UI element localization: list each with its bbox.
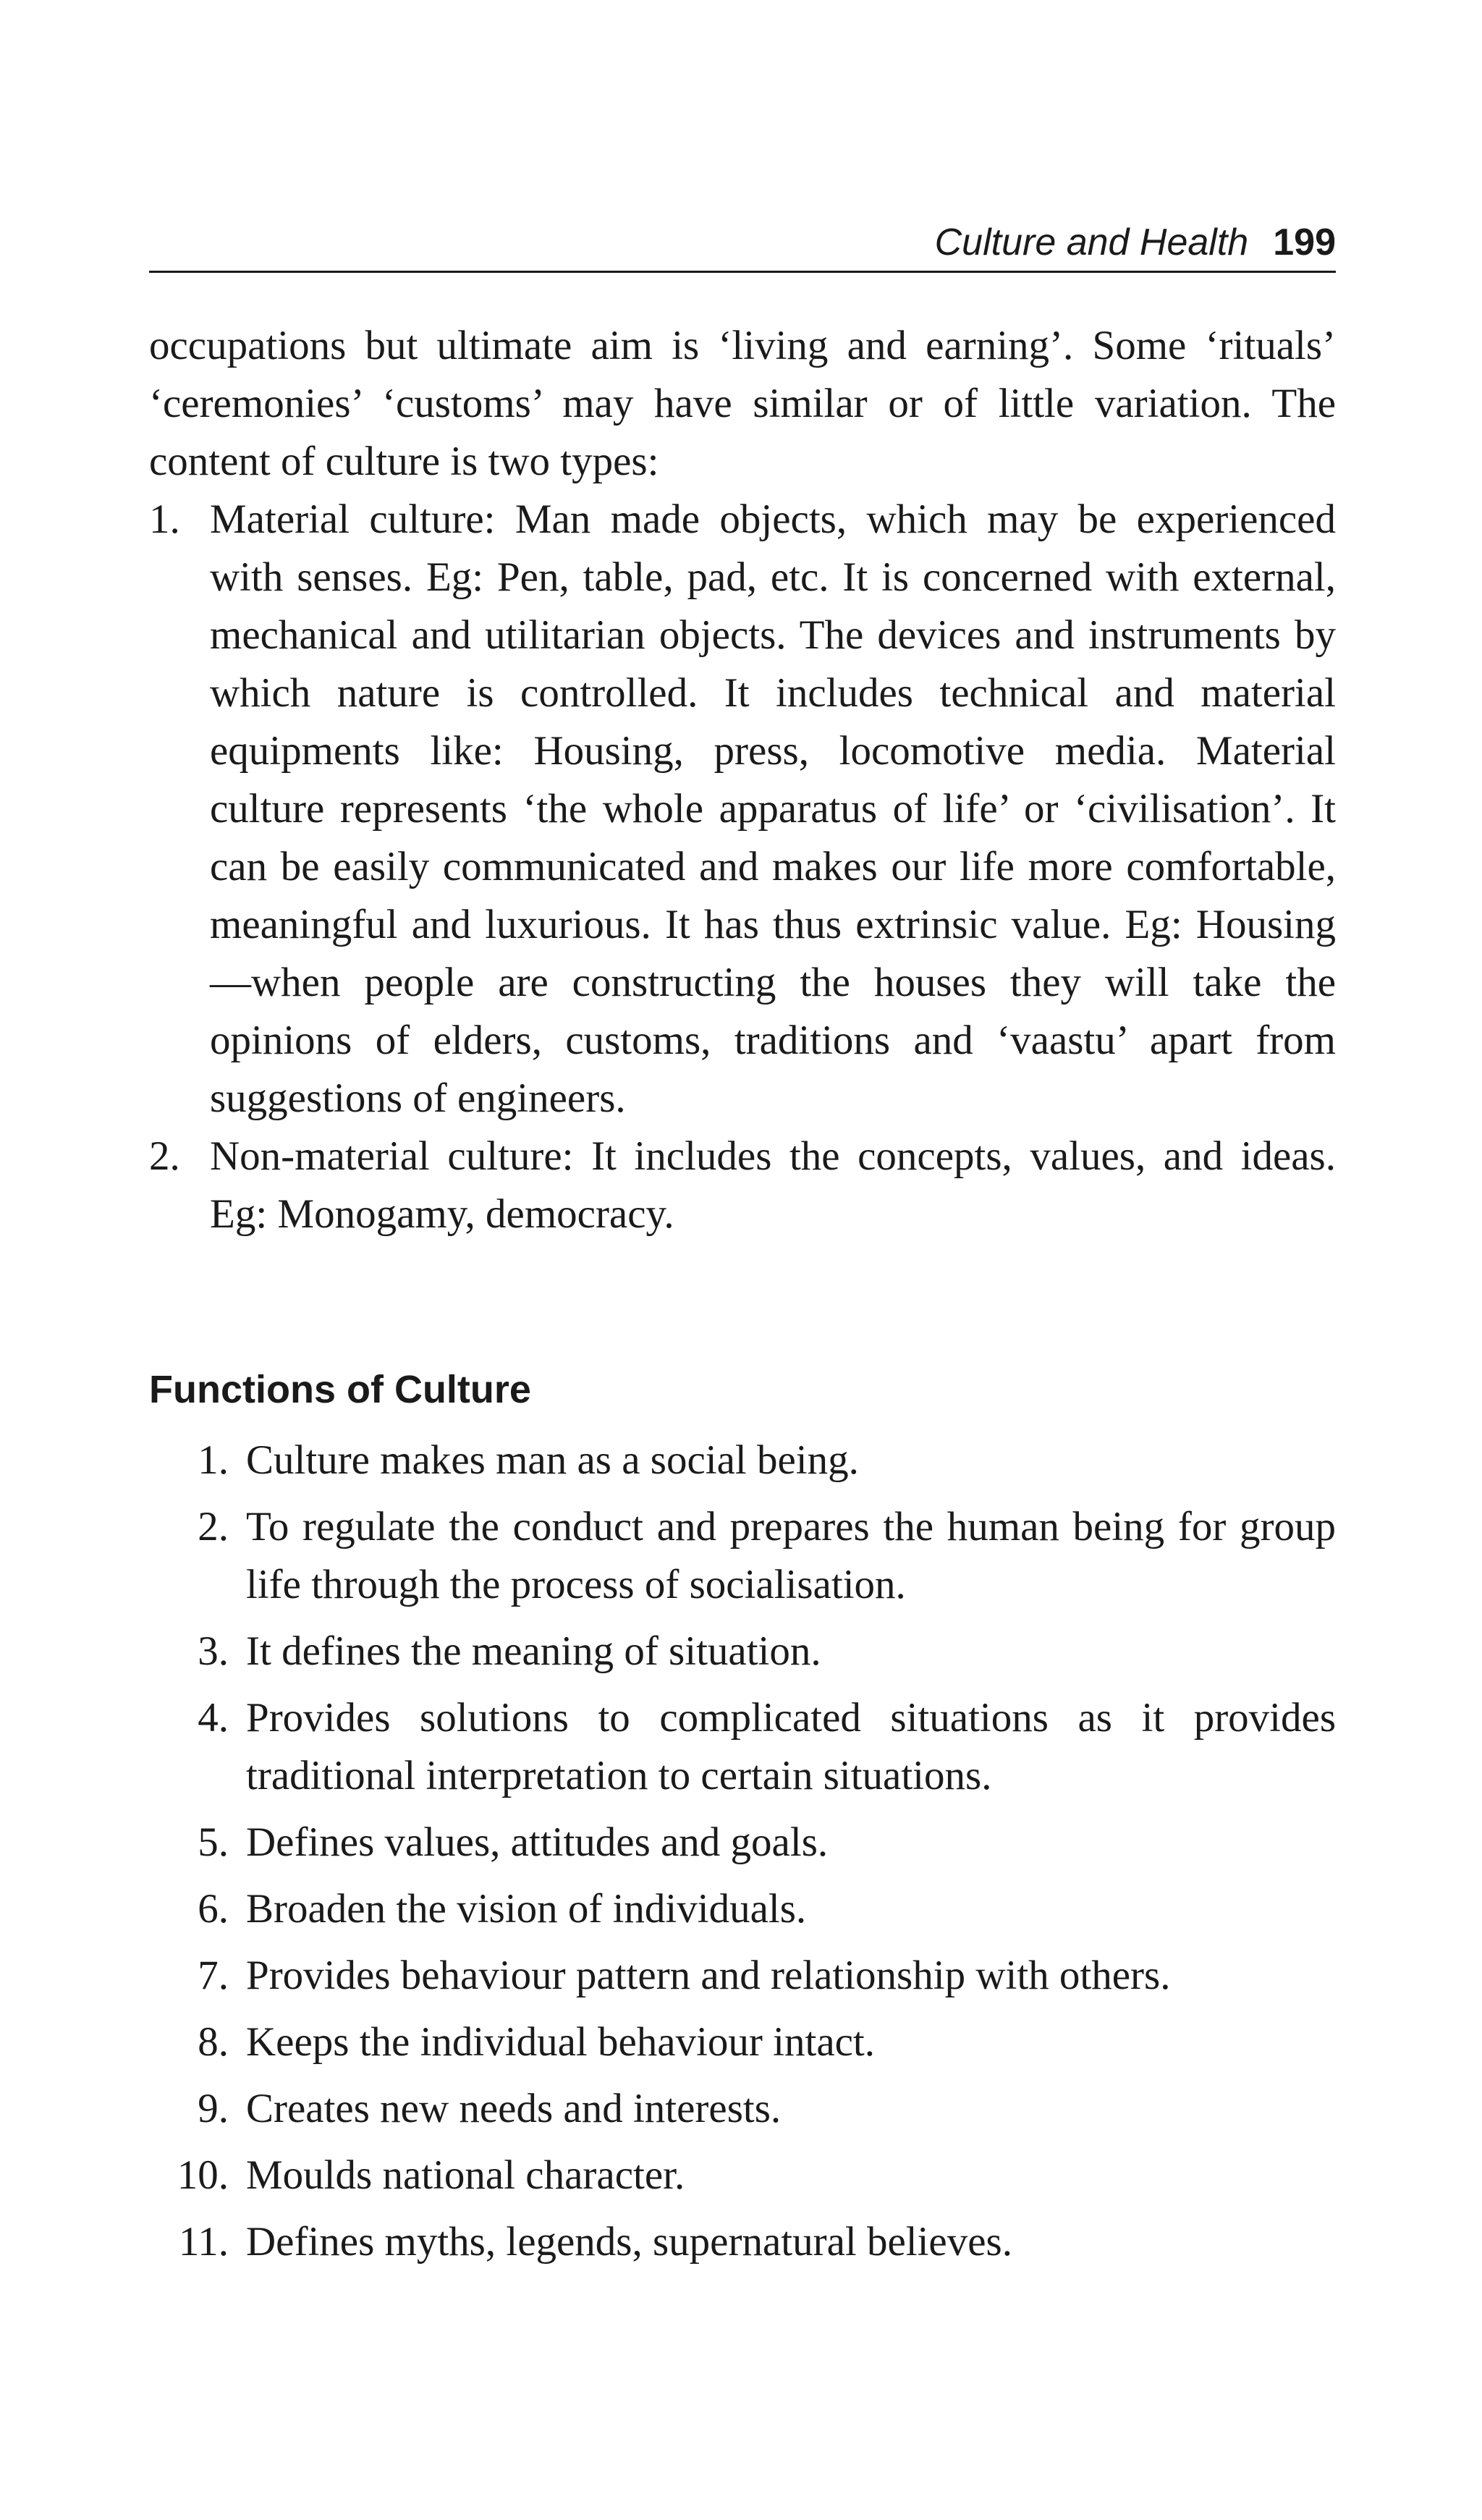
list-text: Non-material culture: It includes the concepts, values, and ideas. Eg: Monogamy, democracy. [210,1133,1336,1237]
chapter-title: Culture and Health [934,221,1249,263]
list-item [149,2213,1336,2271]
list-item [149,2080,1336,2138]
body-text [149,317,1336,1243]
list-number: 2. [198,1504,229,1549]
list-number: 6. [198,1886,229,1932]
header-rule [149,271,1336,273]
list-text: Moulds national character. [246,2152,685,2198]
intro-paragraph: occupations but ultimate aim is ‘living and earning’. Some ‘rituals’ ‘ceremonies’ ‘customs’ may have similar or of little variation. The content of culture is two types: [149,323,1336,484]
section-heading: Functions of Culture [149,1368,531,1411]
list-text: To regulate the conduct and prepares the human being for group life through the process of socialisation. [246,1504,1336,1607]
running-header [935,210,1336,275]
list-number: 2. [149,1133,180,1179]
list-item [149,1880,1336,1938]
list-item [149,1947,1336,2005]
list-item [149,1814,1336,1872]
list-text: It defines the meaning of situation. [246,1628,821,1674]
page-number: 199 [1273,221,1336,263]
list-number: 7. [198,1953,229,1998]
list-item [149,1623,1336,1680]
list-item [149,1689,1336,1805]
list-text: Defines myths, legends, supernatural believes. [246,2219,1012,2265]
list-number: 4. [198,1695,229,1741]
list-text: Creates new needs and interests. [246,2086,782,2131]
list-number: 5. [198,1819,229,1865]
culture-types-list [149,491,1336,1243]
list-item [149,1128,1336,1243]
list-text: Broaden the vision of individuals. [246,1886,807,1932]
list-item [149,2147,1336,2204]
list-text: Material culture: Man made objects, which may be experienced with senses. Eg: Pen, table, pad, etc. It is concerned with external, mechanical and utilitarian objects. The devices and instruments by which nature is controlled. It includes technical and material equipments like: Housing, press, locomotive media. Material culture represents ‘the whole apparatus of life’ or ‘civilisation’. It can be easily communicated and makes our life more comfortable, meaningful and luxurious. It has thus extrinsic value. Eg: Housing—when people are constructing the houses they will take the opinions of elders, customs, traditions and ‘vaastu’ apart from suggestions of engineers. [210,496,1336,1121]
list-number: 11. [178,2219,229,2265]
list-text: Keeps the individual behaviour intact. [246,2019,875,2065]
list-text: Provides solutions to complicated situations as it provides traditional interpretation to certain situations. [246,1695,1336,1798]
list-number: 9. [198,2086,229,2131]
list-number: 8. [198,2019,229,2065]
list-number: 10. [177,2152,229,2198]
list-number: 3. [198,1628,229,1674]
list-text: Provides behaviour pattern and relationship with others. [246,1953,1171,1998]
list-text: Defines values, attitudes and goals. [246,1819,829,1865]
list-item [149,2013,1336,2071]
list-item [149,1498,1336,1614]
functions-list [149,1432,1336,2280]
list-text: Culture makes man as a social being. [246,1437,859,1483]
list-item [149,1432,1336,1489]
list-number: 1. [149,496,180,542]
list-number: 1. [198,1437,229,1483]
list-item [149,491,1336,1128]
